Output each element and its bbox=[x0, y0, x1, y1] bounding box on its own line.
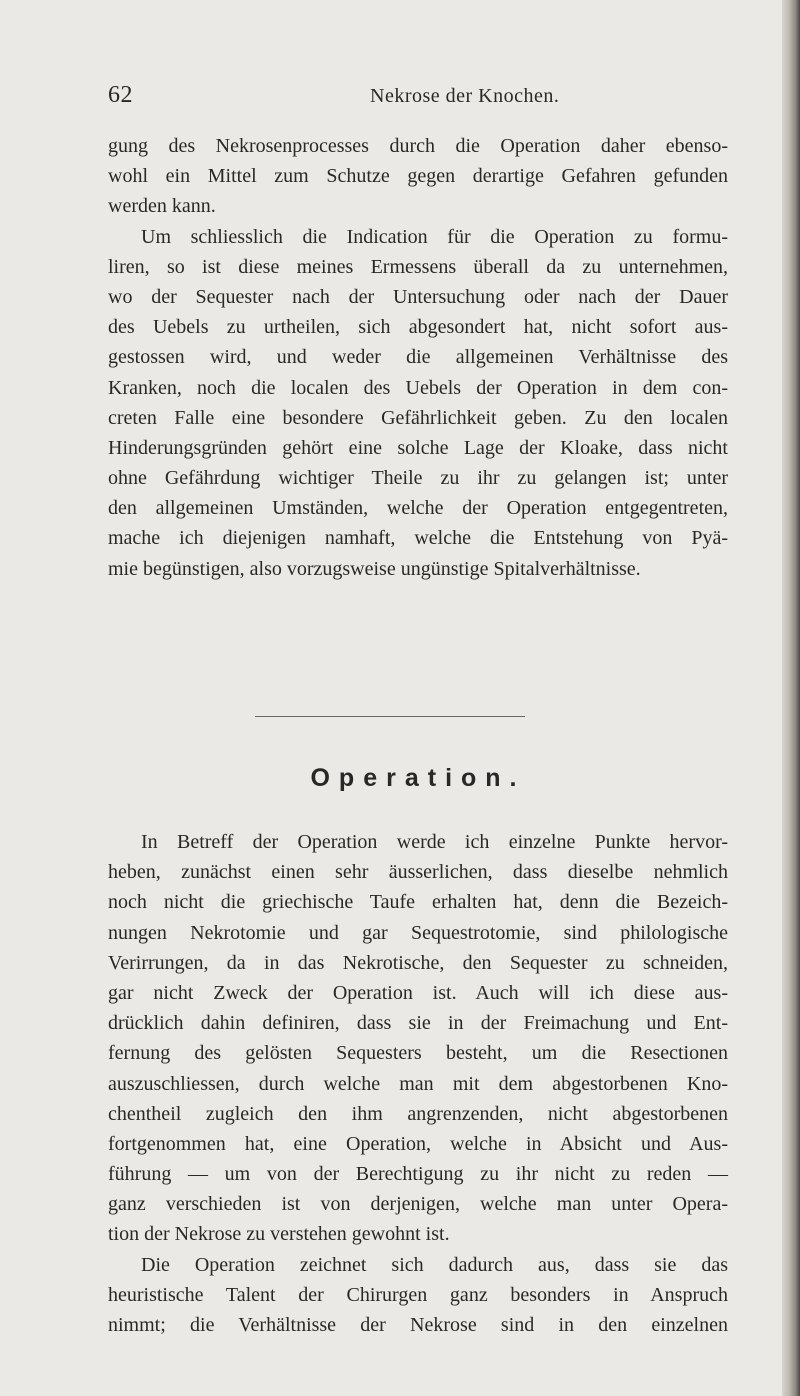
text-line: In Betreff der Operation werde ich einzelne Punkte hervor- bbox=[141, 831, 728, 853]
text-block-upper bbox=[108, 131, 728, 584]
text-line: ganz verschieden ist von derjenigen, welche man unter Opera- bbox=[108, 1193, 728, 1216]
text-line: chentheil zugleich den ihm angrenzenden, nicht abgestorbenen bbox=[108, 1102, 728, 1125]
running-head: Nekrose der Knochen. bbox=[370, 85, 560, 107]
paragraph-1 bbox=[108, 131, 728, 222]
text-line: ohne Gefährdung wichtiger Theile zu ihr zu gelangen ist; unter bbox=[108, 467, 728, 490]
page-edge-shadow bbox=[782, 0, 800, 1396]
text-line: den allgemeinen Umständen, welche der Operation entgegentreten, bbox=[108, 497, 728, 520]
text-line: des Uebels zu urtheilen, sich abgesondert hat, nicht sofort aus- bbox=[108, 316, 728, 339]
text-line: werden kann. bbox=[108, 195, 216, 218]
text-line: führung — um von der Berechtigung zu ihr nicht zu reden — bbox=[108, 1163, 728, 1186]
text-line: heuristische Talent der Chirurgen ganz besonders in Anspruch bbox=[108, 1283, 728, 1306]
text-line: noch nicht die griechische Taufe erhalten hat, denn die Bezeich- bbox=[108, 891, 728, 914]
text-line: tion der Nekrose zu verstehen gewohnt ist. bbox=[108, 1223, 450, 1246]
text-line: wohl ein Mittel zum Schutze gegen derartige Gefahren gefunden bbox=[108, 165, 728, 188]
text-line: gung des Nekrosenprocesses durch die Operation daher ebenso- bbox=[108, 135, 728, 157]
paragraph-4 bbox=[108, 1250, 728, 1341]
text-line: wo der Sequester nach der Untersuchung oder nach der Dauer bbox=[108, 285, 728, 308]
text-line: mie begünstigen, also vorzugsweise ungünstige Spitalverhältnisse. bbox=[108, 557, 641, 580]
text-line: fernung des gelösten Sequesters besteht, um die Resectionen bbox=[108, 1042, 728, 1065]
section-divider bbox=[255, 716, 525, 717]
text-line: Um schliesslich die Indication für die Operation zu formu- bbox=[141, 225, 728, 248]
text-line: gestossen wird, und weder die allgemeinen Verhältnisse des bbox=[108, 346, 728, 369]
paragraph-2 bbox=[108, 222, 728, 584]
text-line: liren, so ist diese meines Ermessens überall da zu unternehmen, bbox=[108, 255, 728, 278]
text-line: gar nicht Zweck der Operation ist. Auch will ich diese aus- bbox=[108, 981, 728, 1004]
text-line: drücklich dahin definiren, dass sie in der Freimachung und Ent- bbox=[108, 1012, 728, 1035]
text-line: Kranken, noch die localen des Uebels der Operation in dem con- bbox=[108, 376, 728, 399]
page-number: 62 bbox=[108, 82, 133, 108]
text-line: mache ich diejenigen namhaft, welche die Entstehung von Pyä- bbox=[108, 527, 728, 550]
text-line: heben, zunächst einen sehr äusserlichen, dass dieselbe nehmlich bbox=[108, 861, 728, 884]
text-line: auszuschliessen, durch welche man mit dem abgestorbenen Kno- bbox=[108, 1072, 728, 1095]
text-line: fortgenommen hat, eine Operation, welche in Absicht und Aus- bbox=[108, 1132, 728, 1155]
paragraph-3 bbox=[108, 827, 728, 1250]
text-block-lower bbox=[108, 827, 728, 1340]
section-title: Operation. bbox=[310, 764, 526, 792]
text-line: Verirrungen, da in das Nekrotische, den Sequester zu schneiden, bbox=[108, 951, 728, 974]
text-line: nungen Nekrotomie und gar Sequestrotomie, sind philologische bbox=[108, 921, 728, 944]
page-header bbox=[108, 79, 708, 111]
text-line: Die Operation zeichnet sich dadurch aus, dass sie das bbox=[141, 1253, 728, 1276]
text-line: nimmt; die Verhältnisse der Nekrose sind in den einzelnen bbox=[108, 1314, 728, 1336]
text-line: creten Falle eine besondere Gefährlichkeit geben. Zu den localen bbox=[108, 406, 728, 429]
text-line: Hinderungsgründen gehört eine solche Lage der Kloake, dass nicht bbox=[108, 436, 728, 459]
